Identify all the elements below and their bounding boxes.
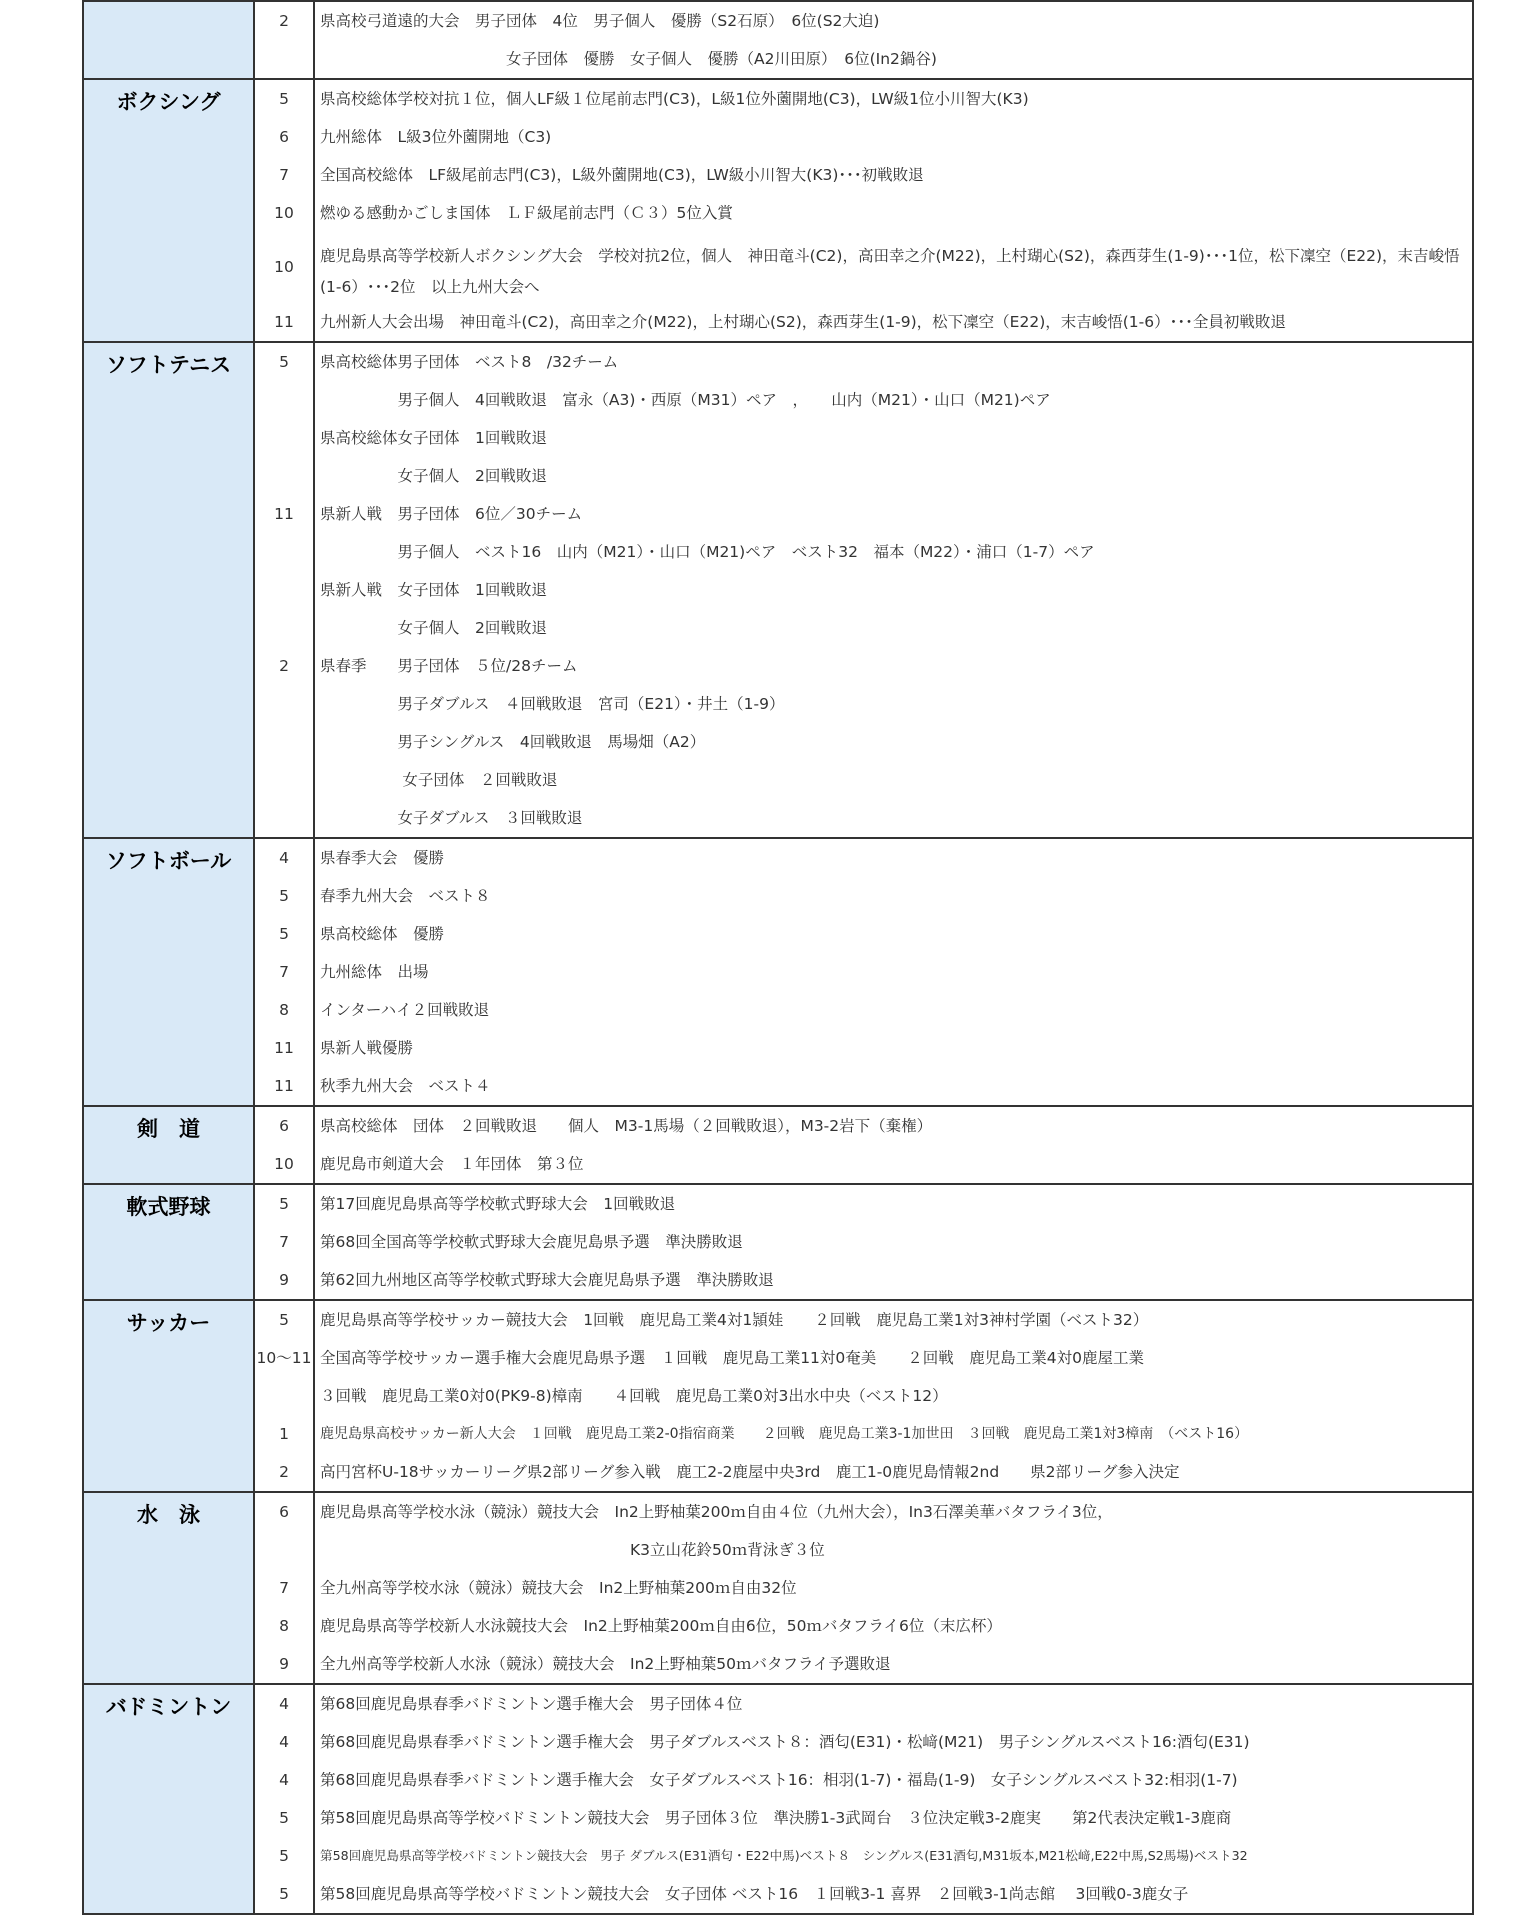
sport-name-cell: ソフトテニス [83, 342, 254, 838]
month-value: 11 [274, 313, 294, 331]
month-value: 5 [279, 1195, 289, 1213]
result-line: 第68回鹿児島県春季バドミントン選手権大会 男子ダブルスベスト８：酒匂(E31)・松﨑(M21) 男子シングルスベスト16:酒匂(E31) [320, 1733, 1250, 1751]
result-line: 第58回鹿児島県高等学校バドミントン競技大会 女子団体 ベスト16 １回戦3-1 喜界 ２回戦3-1尚志館 3回戦0-3鹿女子 [320, 1885, 1189, 1903]
result-line: 男子ダブルス ４回戦敗退 宮司（E21）・井土（1-9） [320, 695, 785, 713]
result-line: 女子ダブルス ３回戦敗退 [320, 809, 583, 827]
result-line: 県新人戦 男子団体 6位／30チーム [320, 505, 583, 523]
result-line: 高円宮杯U-18サッカーリーグ県2部リーグ参入戦 鹿工2-2鹿屋中央3rd 鹿工1-0鹿児島情報2nd 県2部リーグ参入決定 [320, 1463, 1180, 1481]
result-description-cell [314, 1300, 1473, 1492]
month-value: 5 [279, 1847, 289, 1865]
month-value: 4 [279, 1695, 289, 1713]
month-value: 5 [279, 1311, 289, 1329]
month-cell [254, 838, 314, 1106]
result-line: ３回戦 鹿児島工業0対0(PK9-8)樟南 ４回戦 鹿児島工業0対3出水中央（ベスト12） [320, 1387, 948, 1405]
month-spacer [255, 761, 313, 799]
month-value: 5 [279, 1809, 289, 1827]
month-value: 4 [279, 1733, 289, 1751]
month-spacer [255, 1377, 313, 1415]
result-description-cell [314, 1, 1473, 79]
result-description-cell [314, 1106, 1473, 1184]
month-spacer [255, 723, 313, 761]
result-line: 女子個人 2回戦敗退 [320, 467, 547, 485]
month-value: 6 [279, 1117, 289, 1135]
month-spacer [255, 40, 313, 78]
result-line: 県高校総体男子団体 ベスト8 /32チーム [320, 353, 619, 371]
month-cell [254, 1684, 314, 1914]
month-value: 5 [279, 925, 289, 943]
sport-group-row [83, 1184, 1473, 1300]
result-line: 女子団体 優勝 女子個人 優勝（A2川田原） 6位(In2鍋谷) [320, 50, 937, 68]
result-line: 第17回鹿児島県高等学校軟式野球大会 1回戦敗退 [320, 1195, 676, 1213]
result-line: 男子個人 ベスト16 山内（M21）・山口（M21)ペア ベスト32 福本（M22）・浦口（1-7）ペア [320, 543, 1095, 561]
month-spacer [255, 685, 313, 723]
month-value: 4 [279, 1771, 289, 1789]
month-spacer [255, 571, 313, 609]
result-line: 全九州高等学校新人水泳（競泳）競技大会 In2上野柚葉50ｍバタフライ予選敗退 [320, 1655, 891, 1673]
month-value: 4 [279, 849, 289, 867]
month-value: 10 [274, 204, 294, 222]
result-description-cell [314, 1492, 1473, 1684]
sport-name-cell: バドミントン [83, 1684, 254, 1914]
month-value: 10～11 [256, 1349, 312, 1367]
result-line: 秋季九州大会 ベスト４ [320, 1077, 491, 1095]
result-line: 県春季大会 優勝 [320, 849, 445, 867]
month-cell [254, 1492, 314, 1684]
month-value: 11 [274, 1077, 294, 1095]
month-cell [254, 1184, 314, 1300]
result-line: 県春季 男子団体 ５位/28チーム [320, 657, 578, 675]
month-spacer [255, 609, 313, 647]
sport-name-cell: 軟式野球 [83, 1184, 254, 1300]
month-value: 5 [279, 353, 289, 371]
result-line: 県高校総体 団体 ２回戦敗退 個人 M3-1馬場（２回戦敗退），M3-2岩下（棄権） [320, 1117, 933, 1135]
result-line: 鹿児島県高等学校水泳（競泳）競技大会 In2上野柚葉200ｍ自由４位（九州大会），In3石澤美華バタフライ3位， [320, 1503, 1113, 1521]
result-line: 鹿児島県高等学校新人水泳競技大会 In2上野柚葉200ｍ自由6位，50ｍバタフライ6位（末広杯） [320, 1617, 1002, 1635]
result-line: 女子団体 ２回戦敗退 [320, 771, 558, 789]
result-line: 第58回鹿児島県高等学校バドミントン競技大会 男子 ダブルス(E31酒匂・E22中馬)ベスト８ シングルス(E31酒匂,M31坂本,M21松﨑,E22中馬,S2馬場)ベスト32 [320, 1848, 1248, 1863]
month-value: 8 [279, 1617, 289, 1635]
result-line: 県新人戦優勝 [320, 1039, 414, 1057]
month-spacer [255, 799, 313, 837]
month-cell [254, 1300, 314, 1492]
month-cell [254, 342, 314, 838]
month-value: 5 [279, 90, 289, 108]
month-value: 9 [279, 1655, 289, 1673]
sport-name-cell: 剣 道 [83, 1106, 254, 1184]
month-spacer [255, 1531, 313, 1569]
month-value: 2 [279, 1463, 289, 1481]
result-line: 県新人戦 女子団体 1回戦敗退 [320, 581, 547, 599]
result-line: 全九州高等学校水泳（競泳）競技大会 In2上野柚葉200ｍ自由32位 [320, 1579, 797, 1597]
result-description-cell [314, 342, 1473, 838]
result-line: 県高校総体女子団体 1回戦敗退 [320, 429, 547, 447]
result-line: 全国高校総体 LF級尾前志門(C3)，L級外薗開地(C3)，LW級小川智大(K3)･･･初戦敗退 [320, 166, 924, 184]
month-value: 7 [279, 1579, 289, 1597]
results-table [82, 0, 1474, 1915]
month-value: 7 [279, 1233, 289, 1251]
result-line: 県高校弓道遠的大会 男子団体 4位 男子個人 優勝（S2石原） 6位(S2大迫) [320, 12, 880, 30]
result-line: 鹿児島県高等学校サッカー競技大会 1回戦 鹿児島工業4対1頴娃 ２回戦 鹿児島工業1対3神村学園（ベスト32） [320, 1311, 1149, 1329]
month-spacer [255, 457, 313, 495]
month-value: 8 [279, 1001, 289, 1019]
result-line: インターハイ２回戦敗退 [320, 1001, 490, 1019]
sport-group-row [83, 79, 1473, 342]
month-cell [254, 79, 314, 342]
result-line: 九州新人大会出場 神田竜斗(C2)，高田幸之介(M22)，上村瑚心(S2)，森西芽生(1-9)，松下凜空（E22)，末吉峻悟(1-6）･･･全員初戦敗退 [320, 313, 1286, 331]
result-line: 九州総体 L級3位外薗開地（C3) [320, 128, 552, 146]
results-table-body [83, 1, 1473, 1914]
result-line: 燃ゆる感動かごしま国体 ＬＦ級尾前志門（Ｃ３）5位入賞 [320, 204, 733, 222]
sport-group-row [83, 1300, 1473, 1492]
month-spacer [255, 381, 313, 419]
result-line: 九州総体 出場 [320, 963, 429, 981]
sport-group-row [83, 1492, 1473, 1684]
month-value: 10 [274, 258, 294, 276]
result-line: 春季九州大会 ベスト８ [320, 887, 491, 905]
month-value: 2 [279, 12, 289, 30]
month-value: 5 [279, 887, 289, 905]
result-line: 男子シングルス 4回戦敗退 馬場畑（A2） [320, 733, 706, 751]
sport-group-row [83, 1106, 1473, 1184]
sport-name-cell: ソフトボール [83, 838, 254, 1106]
results-sheet [82, 0, 1472, 1915]
result-line: 鹿児島市剣道大会 １年団体 第３位 [320, 1155, 584, 1173]
result-line: 男子個人 4回戦敗退 富永（A3)・西原（M31）ペア ， 山内（M21）・山口（M21)ペア [320, 391, 1051, 409]
result-description-cell [314, 1684, 1473, 1914]
month-spacer [255, 419, 313, 457]
result-line: 県高校総体学校対抗１位，個人LF級１位尾前志門(C3)，L級1位外薗開地(C3)，LW級1位小川智大(K3) [320, 90, 1029, 108]
result-line: 第58回鹿児島県高等学校バドミントン競技大会 男子団体３位 準決勝1-3武岡台 ３位決定戦3-2鹿実 第2代表決定戦1-3鹿商 [320, 1809, 1232, 1827]
result-description-cell [314, 79, 1473, 342]
sport-name-cell [83, 1, 254, 79]
result-line: 第68回鹿児島県春季バドミントン選手権大会 男子団体４位 [320, 1695, 743, 1713]
month-cell [254, 1106, 314, 1184]
month-value: 7 [279, 963, 289, 981]
month-value: 6 [279, 128, 289, 146]
result-line: 鹿児島県高等学校新人ボクシング大会 学校対抗2位，個人 神田竜斗(C2)，高田幸之介(M22)，上村瑚心(S2)，森西芽生(1-9)･･･1位，松下凜空（E22)，末吉峻悟(1-6）･･･2位 以上九州大会へ [320, 247, 1460, 296]
sport-group-row [83, 342, 1473, 838]
result-line: 女子個人 2回戦敗退 [320, 619, 547, 637]
result-line: 全国高等学校サッカー選手権大会鹿児島県予選 １回戦 鹿児島工業11対0奄美 ２回戦 鹿児島工業4対0鹿屋工業 [320, 1349, 1145, 1367]
month-value: 9 [279, 1271, 289, 1289]
month-value: 7 [279, 166, 289, 184]
month-cell [254, 1, 314, 79]
month-value: 11 [274, 505, 294, 523]
month-value: 5 [279, 1885, 289, 1903]
result-description-cell [314, 838, 1473, 1106]
sport-name-cell: 水 泳 [83, 1492, 254, 1684]
month-value: 11 [274, 1039, 294, 1057]
sport-group-row [83, 838, 1473, 1106]
sport-name-cell: サッカー [83, 1300, 254, 1492]
month-value: 6 [279, 1503, 289, 1521]
result-line: K3立山花鈴50ｍ背泳ぎ３位 [320, 1541, 825, 1559]
sport-name-cell: ボクシング [83, 79, 254, 342]
month-spacer [255, 533, 313, 571]
month-value: 10 [274, 1155, 294, 1173]
result-line: 県高校総体 優勝 [320, 925, 445, 943]
result-description-cell [314, 1184, 1473, 1300]
result-line: 鹿児島県高校サッカー新人大会 １回戦 鹿児島工業2-0指宿商業 ２回戦 鹿児島工業3-1加世田 ３回戦 鹿児島工業1対3樟南 （ベスト16） [320, 1426, 1249, 1442]
result-line: 第62回九州地区高等学校軟式野球大会鹿児島県予選 準決勝敗退 [320, 1271, 774, 1289]
month-value: 2 [279, 657, 289, 675]
sport-group-row [83, 1684, 1473, 1914]
result-line: 第68回鹿児島県春季バドミントン選手権大会 女子ダブルスベスト16：相羽(1-7)・福島(1-9) 女子シングルスベスト32:相羽(1-7) [320, 1771, 1238, 1789]
month-value: 1 [279, 1425, 289, 1443]
result-line: 第68回全国高等学校軟式野球大会鹿児島県予選 準決勝敗退 [320, 1233, 743, 1251]
sport-group-row [83, 1, 1473, 79]
